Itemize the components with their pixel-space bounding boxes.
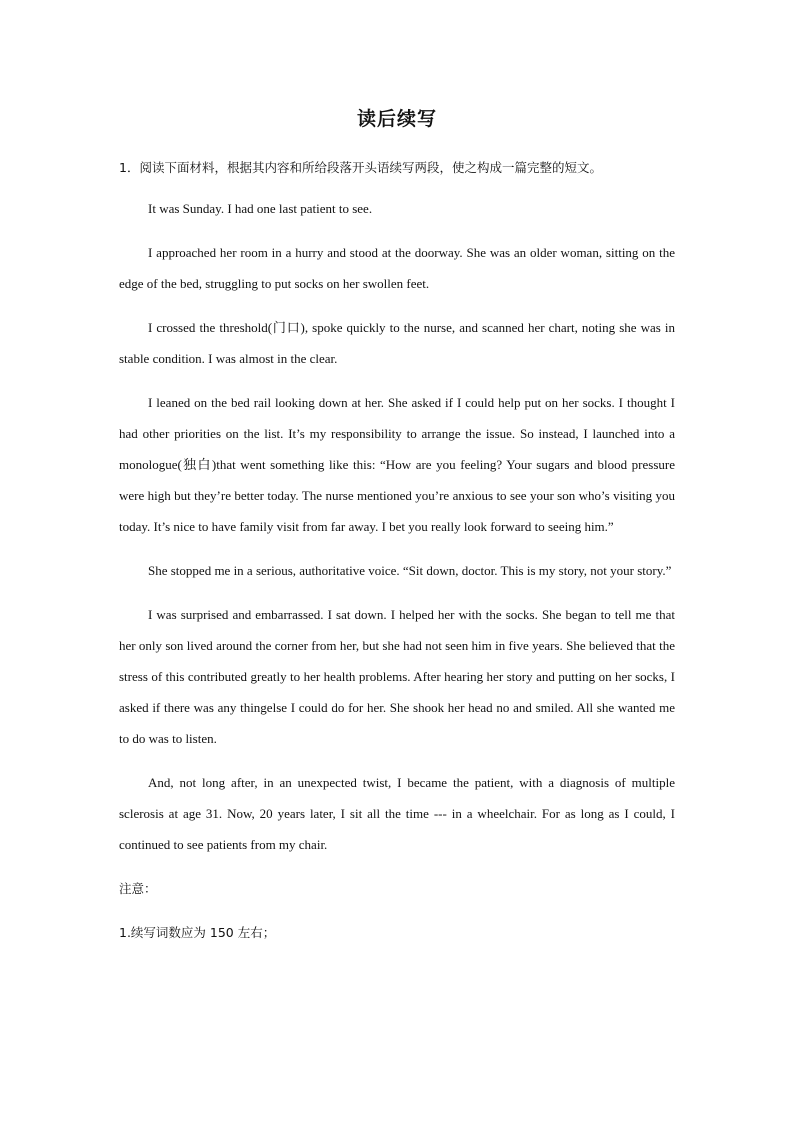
story-paragraph-7: And, not long after, in an unexpected twist, I became the patient, with a diagnosis of multiple sclerosis at age 31. Now, 20 years later, I sit all the time --- in a wheelchair. For as long as I could, I continued to see patients from my chair. <box>119 775 675 852</box>
story-paragraph-2: I approached her room in a hurry and stood at the doorway. She was an older woman, sitting on the edge of the bed, struggling to put socks on her swollen feet. <box>119 245 675 291</box>
story-paragraph-1: It was Sunday. I had one last patient to see. <box>148 201 373 216</box>
note-label: 注意： <box>119 881 157 896</box>
task-instruction: 1．阅读下面材料，根据其内容和所给段落开头语续写两段，使之构成一篇完整的短文。 <box>119 160 602 175</box>
story-paragraph-3: I crossed the threshold(门口), spoke quickly to the nurse, and scanned her chart, noting she was in stable condition. I was almost in the clear. <box>119 320 675 366</box>
note-item-1: 1.续写词数应为 150 左右； <box>119 925 276 940</box>
story-paragraph-5: She stopped me in a serious, authoritative voice. “Sit down, doctor. This is my story, not your story.” <box>148 563 672 578</box>
story-paragraph-6: I was surprised and embarrassed. I sat down. I helped her with the socks. She began to tell me that her only son lived around the corner from her, but she had not seen him in five years. She believed that the stress of this contributed greatly to her health problems. After hearing her story and putting on her socks, I asked if there was any thingelse I could do for her. She shook her head no and smiled. All she wanted me to do was to listen. <box>119 607 675 746</box>
page-title: 读后续写 <box>356 108 437 130</box>
story-paragraph-4: I leaned on the bed rail looking down at her. She asked if I could help put on her socks. I thought I had other priorities on the list. It’s my responsibility to arrange the issue. So instead, I launched into a monologue(独白)that went something like this: “How are you feeling? Your sugars and blood pressure were high but they’re better today. The nurse mentioned you’re anxious to see your son who’s visiting you today. It’s nice to have family visit from far away. I bet you really look forward to seeing him.” <box>119 395 675 534</box>
document-body <box>119 155 675 961</box>
